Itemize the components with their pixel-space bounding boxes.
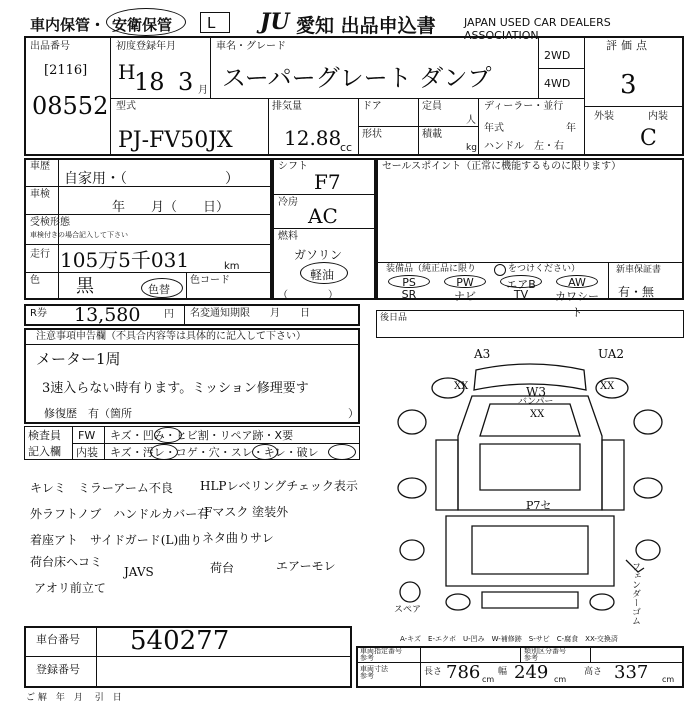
transfer-value: 月 日 (270, 308, 310, 319)
lot-number: 08552 (32, 92, 109, 120)
aircon-value: AC (308, 204, 338, 228)
year-type-label: 年式 (484, 123, 504, 134)
km-unit: km (224, 261, 240, 272)
storage-circled-label: 安衛保管 (112, 16, 173, 34)
equipment-item: PS (402, 276, 416, 289)
header (24, 8, 684, 42)
hw-note-1: キレミ ミラーアーム不良 (30, 481, 173, 495)
load-label: 積載 (422, 129, 442, 140)
equipment-label-2: をつけください） (508, 264, 581, 274)
era: H (118, 60, 136, 84)
new-warranty-value: 有・無 (618, 285, 655, 299)
notes-line-1: メーター1周 (36, 350, 121, 368)
kg-unit: kg (466, 143, 477, 153)
spare-label: スペア (394, 605, 422, 615)
hw-note-4b: エアーモレ (276, 559, 336, 573)
lot-label: 出品番号 (30, 41, 70, 52)
length-value: 786 (446, 662, 481, 683)
l-mark: L (200, 12, 230, 33)
recycle-label: R券 (30, 308, 47, 319)
aircon-label: 冷房 (278, 197, 298, 208)
drive-4wd: 4WD (544, 77, 571, 90)
inspection-label: 車検 (30, 189, 50, 200)
shift-value: F7 (314, 170, 341, 194)
height-label: 高さ (584, 667, 603, 677)
repair-close: ） (348, 407, 359, 420)
hw-note-4: 荷台床ヘコミ (30, 555, 103, 569)
equipment-circle (444, 275, 486, 288)
interior-row-label: 内装 (76, 446, 98, 459)
fuel-label: 燃料 (278, 231, 298, 242)
fender-label: フェンダーゴム (630, 562, 640, 625)
shape-label: 形状 (362, 129, 382, 140)
inspector-label: 検査員 (28, 429, 61, 442)
height-unit: cm (662, 675, 675, 684)
car-name-value: スーパーグレート ダンプ (222, 64, 492, 92)
after-block (376, 310, 684, 338)
damage-xx-1: XX (454, 381, 469, 392)
equipment-item: ナビ (454, 290, 476, 303)
width-unit: cm (554, 675, 567, 684)
color-label: 色 (30, 275, 40, 286)
repair-label: 修復歴 有（箇所 (44, 407, 132, 420)
chassis-label: 車台番号 (36, 633, 80, 646)
damage-w3-note: バンパー (518, 397, 554, 407)
length-unit: cm (482, 675, 495, 684)
color-change-circle (141, 278, 183, 298)
mileage-label: 走行 (30, 249, 50, 260)
ju-logo: JU (260, 9, 290, 35)
notes-label: 注意事項申告欄（不具合内容等は具体的に記入して下さい） (36, 331, 306, 342)
spec-label: 車両指定番号 参考 (360, 647, 402, 662)
handle-label: ハンドル 左・右 (484, 141, 564, 152)
width-label: 幅 (498, 667, 508, 677)
size-label: 車両寸法 参考 (360, 665, 388, 680)
first-reg-label: 初度登録年月 (116, 41, 176, 52)
in-dirt-circle (150, 444, 178, 460)
damage-ua2: UA2 (598, 347, 625, 361)
car-name-label: 車名・グレード (216, 41, 286, 52)
drive-2wd: 2WD (544, 49, 571, 62)
color-change: 色替 (148, 283, 170, 296)
shift-label: シフト (278, 161, 308, 172)
equipment-item: PW (456, 276, 474, 289)
model-label: 型式 (116, 101, 136, 112)
notes-line-2: 3速入らない時有ります。ミッション修理要す (42, 381, 309, 396)
damage-xx-3: XX (530, 409, 545, 420)
damage-p7: P7セ (526, 499, 552, 512)
fuel-paren: （ ） (278, 290, 338, 301)
equipment-circle (388, 275, 430, 288)
after-label: 後日品 (380, 313, 408, 323)
height-value: 337 (614, 662, 649, 683)
in-scuff-circle (252, 444, 278, 460)
fw-row: キズ・凹み・ヒビ割・リペア跡・X要 (110, 429, 294, 442)
damage-w3: W3 (526, 385, 546, 399)
score-label: 評価点 (606, 39, 651, 52)
equipment-circle (500, 275, 542, 288)
bottom-strip: ご 解 年 月 引 日 (26, 693, 122, 703)
fw-label: FW (78, 429, 96, 442)
hw-note-5b: JAVS (124, 565, 154, 579)
equipment-item: カワシート (555, 290, 599, 319)
cc-unit: cc (340, 141, 353, 154)
width-value: 249 (514, 662, 549, 683)
reg-label: 登録番号 (36, 663, 80, 676)
history-value: 自家用・（ ） (64, 171, 239, 187)
lot-sub: [2116] (44, 63, 88, 78)
displacement-value: 12.88 (284, 126, 342, 150)
interior-row: キズ・汚レ・コゲ・穴・スレ・キレ・破レ (110, 446, 319, 459)
month-unit: 月 (198, 85, 208, 96)
hw-note-2b: Fマスク 塗装外 (204, 505, 289, 519)
equipment-circle-mark (494, 264, 506, 276)
year-unit: 年 (566, 123, 576, 134)
hw-note-1b: HLPレベリングチェック表示 (200, 479, 358, 493)
displacement-label: 排気量 (272, 101, 302, 112)
receive-label: 受検形態 (30, 217, 70, 228)
person-unit: 人 (466, 115, 476, 126)
score-value: 3 (620, 70, 637, 100)
length-label: 長さ (424, 667, 443, 677)
hw-note-3: 着座アト サイドガード(L)曲り (30, 533, 203, 547)
equipment-item: SR (401, 288, 417, 301)
equipment-item: AW (568, 276, 586, 289)
equipment-label: 装備品（純正品に限り (386, 264, 477, 274)
hw-note-5c: 荷台 (210, 561, 235, 575)
chassis-value: 540277 (130, 626, 230, 656)
entry-label: 記入欄 (28, 445, 61, 458)
mileage-value: 105万5千031 (60, 248, 190, 272)
color-value: 黒 (76, 276, 94, 297)
form-title: 愛知 出品申込書 (296, 15, 436, 37)
hw-note-3b: ネタ曲りサレ (202, 531, 274, 545)
yen-unit: 円 (164, 309, 174, 320)
form-subtitle: JAPAN USED CAR DEALERS ASSOCIATION (464, 16, 611, 42)
fuel-selected: 軽油 (310, 268, 335, 282)
equipment-item: TV (513, 288, 529, 301)
damage-a3: A3 (474, 347, 491, 361)
dealer-label: ディーラー・並行 (484, 101, 564, 112)
storage-label: 車内保管・ (30, 16, 106, 34)
damage-legend: A-キズ E-エクボ U-凹み W-補修跡 S-サビ C-腐食 XX-交換済 (400, 635, 618, 643)
fw-dent-circle (154, 427, 182, 443)
reg-month: 3 (178, 68, 194, 96)
reg-year: 18 (134, 68, 165, 96)
interior-label: 内装 (648, 111, 668, 122)
exterior-score: C (640, 126, 657, 151)
type-label: 類別区分番号 参考 (524, 647, 566, 662)
transfer-label: 名変通知期限 (190, 308, 250, 319)
hw-note-5: アオリ前立て (34, 581, 106, 595)
door-label: ドア (362, 101, 382, 112)
fuel-circle (300, 262, 348, 284)
in-tear-circle (328, 444, 356, 460)
recycle-value: 13,580 (74, 304, 141, 326)
sales-label: セールスポイント（正常に機能するものに限ります） (382, 161, 622, 172)
capacity-label: 定員 (422, 101, 442, 112)
equipment-item: エアB (506, 278, 536, 291)
model-value: PJ-FV50JX (118, 128, 233, 153)
damage-xx-2: XX (600, 381, 615, 392)
exterior-label: 外装 (594, 111, 614, 122)
receive-sub: 車検付きの場合記入して下さい (30, 231, 128, 239)
equipment-circle (556, 275, 598, 288)
fuel-value: ガソリン (294, 248, 343, 262)
hw-note-2: 外ラフトノブ ハンドルカバー有 (30, 507, 210, 521)
color-code-label: 色コード (190, 275, 230, 286)
inspection-value: 年 月（ 日） (112, 200, 230, 215)
history-label: 車歴 (30, 161, 50, 172)
storage-circle-mark (106, 8, 186, 36)
new-warranty-label: 新車保証書 (616, 265, 662, 275)
